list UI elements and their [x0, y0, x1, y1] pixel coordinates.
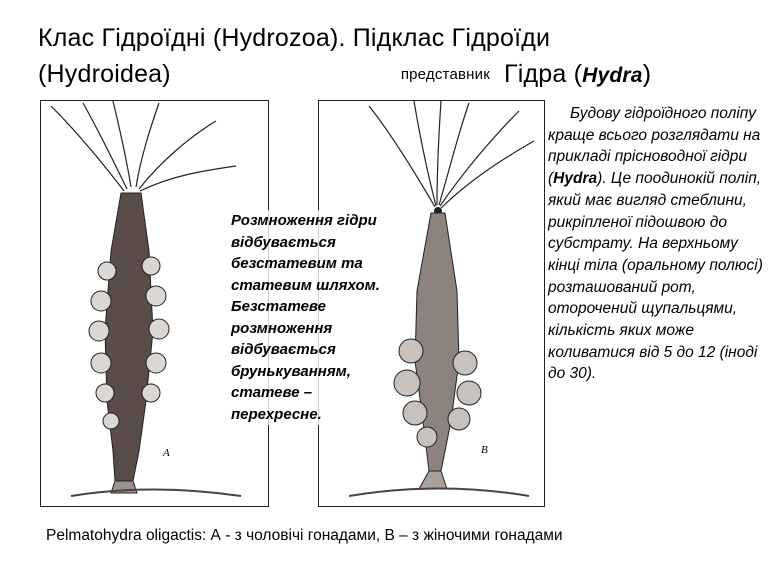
figure-caption: Pelmatohydra oligactis: А - з чоловічі гонадами, В – з жіночими гонадами	[46, 527, 563, 544]
reproduction-text: Розмноження гідри відбувається безстатевим та статевим шляхом. Безстатеве розмноження відбувається брунькуванням, статеве – перехресне.	[231, 210, 381, 425]
description-part-2: ). Це поодинокій поліп, який має вигляд стеблини, рикріпленої підошвою до субстрату. На верхньому кінці тіла (оральному полюсі) розташований рот, оторочений щупальцями, кількість яких може коливатися від 5 до 12 (іноді до 30).	[548, 170, 763, 383]
description-text	[548, 103, 763, 385]
title-line-1: Клас Гідроїдні (Hydrozoa). Підклас Гідроїди	[38, 24, 551, 52]
genus-close: )	[642, 60, 652, 88]
figure-label-b: В	[481, 444, 488, 456]
title-line-2	[38, 56, 758, 96]
figure-label-a: А	[163, 447, 170, 459]
genus-name	[504, 60, 651, 88]
genus-latin: Hydra	[582, 64, 643, 87]
representative-label: представник	[400, 66, 490, 83]
title-order-latin: (Hydroidea)	[38, 60, 171, 88]
description-part-1: Будову гідроїдного поліпу краще всього розглядати на прикладі прісноводної гідри (	[548, 105, 761, 188]
genus-ukr: Гідра (	[503, 60, 583, 88]
slide-title	[38, 20, 758, 96]
description-hydra-bold: Hydra	[553, 170, 598, 188]
